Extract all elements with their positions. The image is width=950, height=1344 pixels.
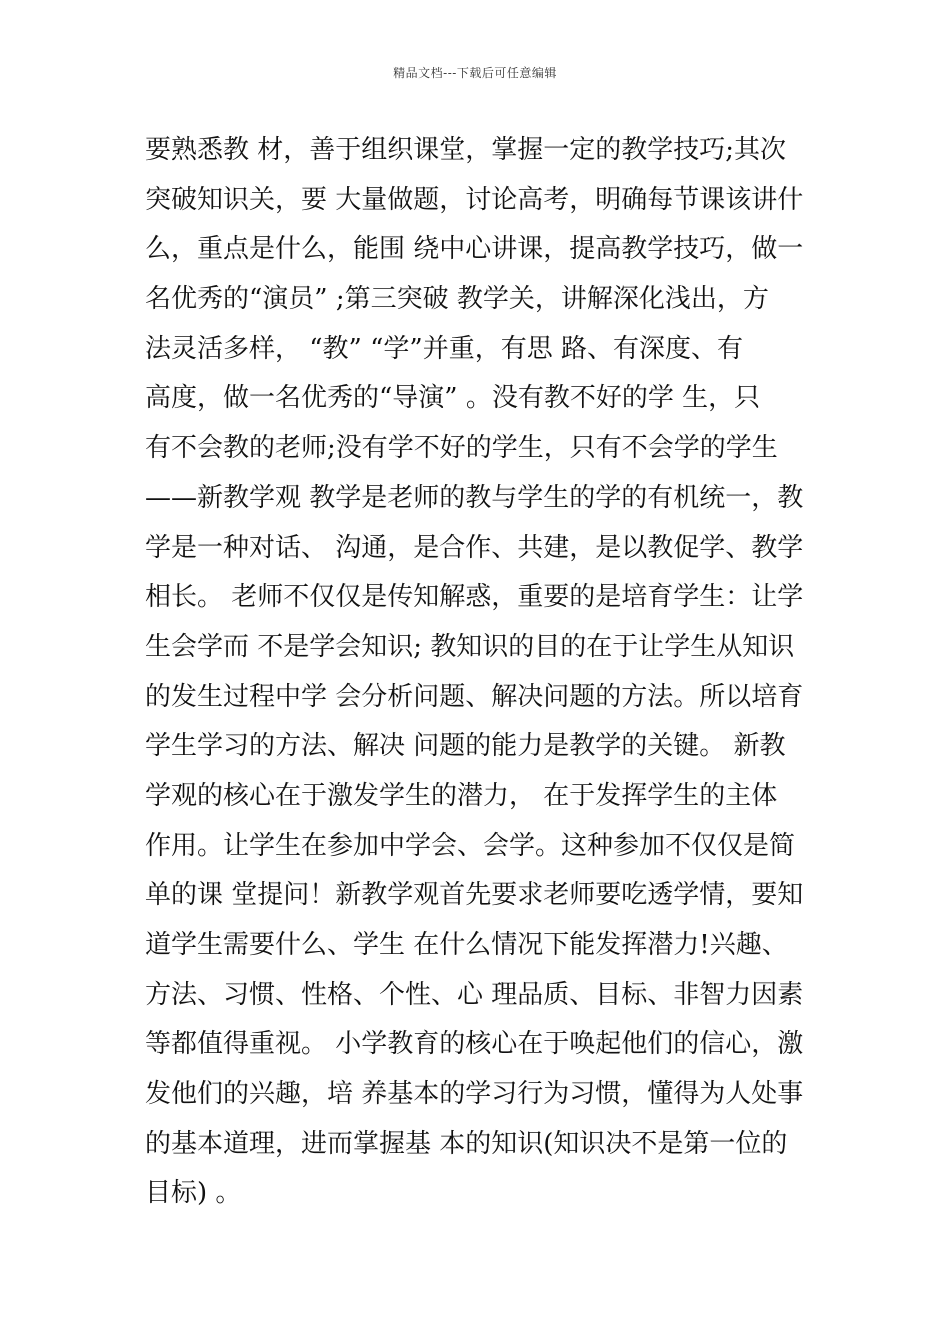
- text-line: 高度，做一名优秀的“导演” 。没有教不好的学 生，只: [145, 383, 761, 414]
- text-line: 法灵活多样， “教” “学”并重，有思 路、有深度、有: [145, 333, 743, 364]
- text-line: 要熟悉教 材，善于组织课堂，掌握一定的教学技巧;其次: [145, 135, 787, 165]
- text-line: 的发生过程中学 会分析问题、解决问题的方法。所以培育: [145, 681, 804, 712]
- text-line: 方法、习惯、性格、个性、心 理品质、目标、非智力因素: [145, 979, 804, 1010]
- text-line: 单的课 堂提问！新教学观首先要求老师要吃透学情，要知: [145, 880, 804, 911]
- text-line: 生会学而 不是学会知识; 教知识的目的在于让学生从知识: [145, 631, 795, 662]
- text-line: 相长。 老师不仅仅是传知解惑，重要的是培育学生：让学: [145, 582, 804, 613]
- text-line: 学观的核心在于激发学生的潜力， 在于发挥学生的主体: [145, 780, 778, 811]
- text-line: 等都值得重视。 小学教育的核心在于唤起他们的信心，激: [145, 1029, 804, 1060]
- text-line: 名优秀的“演员” ;第三突破 教学关，讲解深化浅出，方: [145, 284, 769, 315]
- text-line: ——新教学观 教学是老师的教与学生的学的有机统一，教: [145, 482, 804, 513]
- body-text: [145, 126, 810, 1219]
- text-line: 有不会教的老师;没有学不好的学生，只有不会学的学生: [145, 433, 778, 464]
- text-line: 学是一种对话、 沟通，是合作、共建，是以教促学、教学: [145, 532, 804, 563]
- text-line: 的基本道理，进而掌握基 本的知识(知识决不是第一位的: [145, 1128, 788, 1159]
- text-line: 么，重点是什么，能围 绕中心讲课，提高教学技巧，做一: [145, 234, 804, 265]
- page-header: 精品文档---下载后可任意编辑: [393, 66, 557, 80]
- text-line: 目标) 。: [145, 1178, 242, 1209]
- text-line: 道学生需要什么、学生 在什么情况下能发挥潜力!兴趣、: [145, 930, 788, 960]
- text-line: 突破知识关，要 大量做题，讨论高考，明确每节课该讲什: [145, 184, 804, 215]
- text-line: 发他们的兴趣，培 养基本的学习行为习惯，懂得为人处事: [145, 1079, 804, 1110]
- text-line: 作用。让学生在参加中学会、会学。这种参加不仅仅是简: [145, 830, 796, 861]
- text-line: 学生学习的方法、解决 问题的能力是教学的关键。 新教: [145, 731, 786, 762]
